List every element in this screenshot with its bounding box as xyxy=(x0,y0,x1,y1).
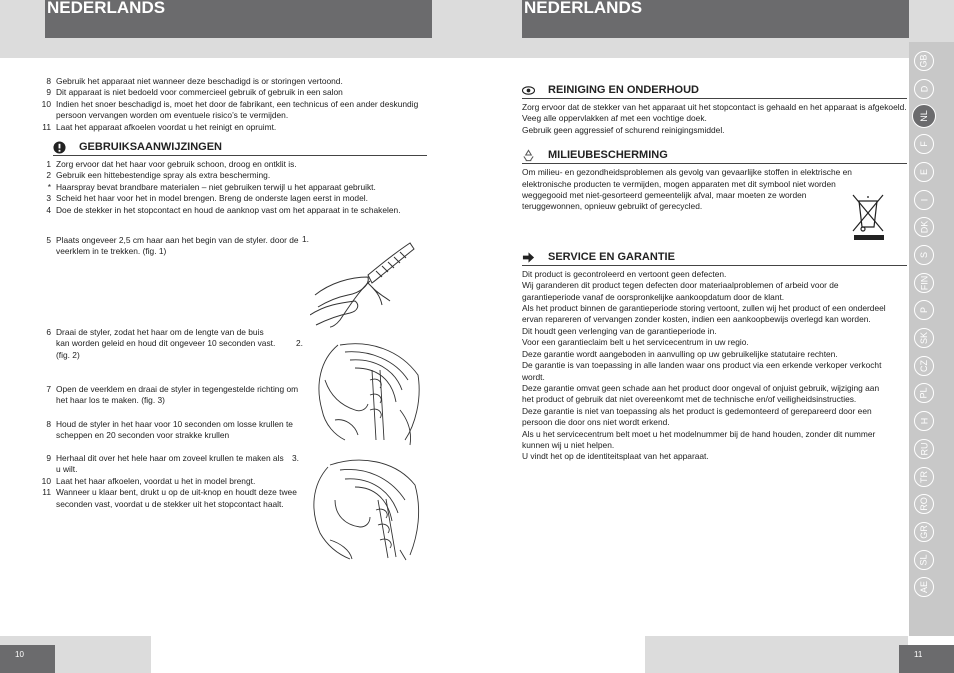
paragraph: Deze garantie omvat geen schade aan het product door ongeval of onjuist gebruik, wijziging aan het product of gebruik dat niet overeenkomt met de technische en/of veiligheidsinstructies. xyxy=(522,382,880,405)
language-tab-d[interactable] xyxy=(914,79,934,99)
service-section-heading xyxy=(522,251,907,266)
language-tab-nl[interactable] xyxy=(912,104,936,128)
step-5 xyxy=(39,235,309,258)
language-code: RO xyxy=(919,497,929,511)
item-number: * xyxy=(47,181,51,192)
paragraph: Als het product binnen de garantieperiode storing vertoont, zullen wij het product of een onderdeel ervan repareren of vervangen zonder kosten, indien een aankoopbewijs overlegd kan worden. xyxy=(522,303,886,325)
step-10-11 xyxy=(39,476,304,510)
usage-heading: GEBRUIKSAANWIJZINGEN xyxy=(79,140,223,153)
language-code: E xyxy=(918,168,929,175)
left-page-title: NEDERLANDS xyxy=(47,0,166,17)
item-number: 1 xyxy=(46,159,51,170)
list-item xyxy=(39,170,429,181)
language-tab-tr[interactable] xyxy=(914,467,934,487)
left-page-content xyxy=(39,76,429,216)
weee-bin-icon xyxy=(849,193,887,243)
list-item xyxy=(39,182,429,193)
item-text: Indien het snoer beschadigd is, moet het door de fabrikant, een technicus of een ander deskundig persoon vervangen worden om eventuele risico’s te vermijden. xyxy=(56,98,419,121)
language-code: PL xyxy=(918,387,929,399)
language-tab-ro[interactable] xyxy=(914,494,934,514)
item-text: Gebruik een hittebestendige spray als extra bescherming. xyxy=(56,170,271,181)
paragraph: U vindt het op de identiteitsplaat van het apparaat. xyxy=(522,451,709,462)
step-number: 9 xyxy=(46,453,51,463)
fig2-label: 2. xyxy=(296,338,303,348)
language-tab-ae[interactable] xyxy=(914,577,934,597)
paragraph: Gebruik geen aggressief of schurend reinigingsmiddel. xyxy=(522,124,725,135)
eye-icon xyxy=(522,84,535,97)
arrow-right-icon xyxy=(522,251,535,264)
cleaning-heading: REINIGING EN ONDERHOUD xyxy=(548,83,699,96)
cleaning-section-heading xyxy=(522,84,907,99)
step-number: 7 xyxy=(46,384,51,394)
list-item xyxy=(39,122,429,133)
left-page-number: 10 xyxy=(0,645,55,673)
list-item xyxy=(39,99,429,122)
paragraph: Als u het servicecentrum belt moet u het modelnummer bij de hand houden, zonder dit nummer kunnen wij u niet helpen. xyxy=(522,428,876,450)
step-6 xyxy=(39,327,279,361)
step-number: 5 xyxy=(46,235,51,245)
language-code: SK xyxy=(918,331,929,345)
fig1-label: 1. xyxy=(302,234,309,244)
language-tab-e[interactable] xyxy=(914,162,934,182)
usage-list xyxy=(39,159,429,216)
item-text: Doe de stekker in het stopcontact en houd de aanknop vast om het apparaat in te schakelen. xyxy=(56,204,401,215)
service-text xyxy=(522,269,892,463)
paragraph: Dit product is gecontroleerd en vertoont geen defecten. xyxy=(522,268,727,279)
language-code: D xyxy=(919,85,929,92)
paragraph: Deze garantie is niet van toepassing als het product is gedemonteerd of gerepareerd door een persoon die door ons niet wordt erkend. xyxy=(522,405,872,428)
language-code: GR xyxy=(919,525,929,539)
item-number: 11 xyxy=(42,121,51,132)
item-number: 10 xyxy=(41,98,51,109)
fig2-styler-illustration xyxy=(300,340,425,450)
language-sidebar xyxy=(909,42,954,636)
recycle-icon xyxy=(522,149,535,162)
step-8 xyxy=(39,419,299,442)
language-tab-dk[interactable] xyxy=(914,217,934,237)
item-number: 8 xyxy=(46,76,51,86)
language-code: P xyxy=(918,307,929,314)
language-tab-sl[interactable] xyxy=(914,550,934,570)
list-item xyxy=(39,87,429,98)
language-code: SL xyxy=(918,554,929,566)
step-7 xyxy=(39,384,299,407)
language-code: NL xyxy=(918,110,929,123)
item-text: Haarspray bevat brandbare materialen – niet gebruiken terwijl u het apparaat gebruikt. xyxy=(56,181,376,192)
usage-section-heading xyxy=(53,141,427,156)
language-tab-ru[interactable] xyxy=(914,439,934,459)
fig1-styler-illustration xyxy=(310,235,430,330)
language-code: F xyxy=(919,141,929,147)
language-code: TR xyxy=(919,470,929,483)
step-number: 11 xyxy=(42,487,51,498)
language-tab-i[interactable] xyxy=(914,190,934,210)
step-text: Open de veerklem en draai de styler in tegengestelde richting om het haar los te maken. (fig. 3) xyxy=(56,384,299,406)
step-9 xyxy=(39,453,289,476)
service-heading: SERVICE EN GARANTIE xyxy=(548,250,675,263)
item-number: 2 xyxy=(46,170,51,181)
environment-section-heading xyxy=(522,149,907,164)
language-code: FIN xyxy=(919,275,929,290)
paragraph: Wij garanderen dit product tegen defecten door materiaalproblemen of arbeid voor de garantieperiode vanaf de oorspronkelijke aankoopdatum door de klant. xyxy=(522,280,839,302)
right-footer-band xyxy=(645,636,908,673)
left-page-header xyxy=(45,0,432,38)
item-number: 4 xyxy=(46,204,51,215)
language-code: RU xyxy=(919,442,929,456)
language-tab-f[interactable] xyxy=(914,134,934,154)
language-tab-fin[interactable] xyxy=(914,273,934,293)
step-text: Houd de styler in het haar voor 10 seconden om losse krullen te scheppen en 20 seconden voor strakke krullen xyxy=(56,419,293,441)
step-text: Plaats ongeveer 2,5 cm haar aan het begin van de styler. door de veerklem in te trekken. (fig. 1) xyxy=(56,235,299,257)
step-number: 10 xyxy=(41,476,51,486)
paragraph: Voor een garantieclaim belt u het servicecentrum in uw regio. xyxy=(522,337,749,348)
paragraph: De garantie is van toepassing in alle landen waar ons product via een erkende verkoper verkocht wordt. xyxy=(522,360,882,382)
environment-text: Om milieu- en gezondheidsproblemen als gevolg van gevaarlijke stoffen in elektrische en elektronische producten te vermijden, mogen apparaten met dit symbool niet worden weggegooid met niet-gesorteerd gemeentelijk afval, maar moeten ze worden teruggewonnen, opnieuw gebruikt of gerecycled. xyxy=(522,167,852,212)
list-item xyxy=(39,159,429,170)
item-text: Zorg ervoor dat het haar voor gebruik schoon, droog en ontklit is. xyxy=(56,159,297,170)
paragraph: Dit houdt geen verlenging van de garantieperiode in. xyxy=(522,325,717,336)
fig3-styler-illustration xyxy=(300,455,425,565)
language-code: GB xyxy=(918,54,929,68)
step-text: Draai de styler, zodat het haar om de lengte van de buis kan worden geleid en houd dit ongeveer 10 seconden vast. (fig. 2) xyxy=(56,327,276,360)
item-text: Scheid het haar voor het in model brengen. Breng de onderste lagen eerst in model. xyxy=(56,193,368,204)
right-page-header xyxy=(522,0,909,38)
item-text: Gebruik het apparaat niet wanneer deze beschadigd is or storingen vertoond. xyxy=(56,76,343,86)
right-page-title: NEDERLANDS xyxy=(524,0,643,17)
list-item xyxy=(39,76,429,87)
step-text: Wanneer u klaar bent, drukt u op de uit-knop en houdt deze twee seconden vast, voordat u de stekker uit het stopcontact haalt. xyxy=(56,487,297,509)
language-tab-s[interactable] xyxy=(914,245,934,265)
language-code: I xyxy=(918,198,929,201)
language-code: S xyxy=(918,251,929,258)
environment-heading: MILIEUBESCHERMING xyxy=(548,149,668,162)
list-item xyxy=(39,193,429,204)
paragraph: Deze garantie wordt aangeboden in aanvulling op uw gebruikelijke statutaire rechten. xyxy=(522,348,838,359)
language-tab-sk[interactable] xyxy=(914,328,934,348)
step-number: 6 xyxy=(46,327,51,337)
paragraph: Veeg alle oppervlakken af met een vochtige doek. xyxy=(522,113,707,124)
warning-icon xyxy=(53,141,66,154)
language-tab-gr[interactable] xyxy=(914,522,934,542)
item-number: 9 xyxy=(46,87,51,98)
step-number: 8 xyxy=(46,419,51,429)
paragraph: Zorg ervoor dat de stekker van het apparaat uit het stopcontact is gehaald en het apparaat is afgekoeld. xyxy=(522,102,907,112)
step-text: Herhaal dit over het hele haar om zoveel krullen te maken als u wilt. xyxy=(56,453,284,475)
step-text: Laat het haar afkoelen, voordat u het in model brengt. xyxy=(56,476,256,486)
language-code: CZ xyxy=(919,359,929,372)
language-code: H xyxy=(919,417,929,425)
right-page-number: 11 xyxy=(899,645,954,673)
language-tab-p[interactable] xyxy=(914,300,934,320)
language-tab-h[interactable] xyxy=(914,411,934,431)
cleaning-text xyxy=(522,102,907,136)
item-text: Dit apparaat is niet bedoeld voor commercieel gebruik of gebruik in een salon xyxy=(56,87,343,98)
language-tab-pl[interactable] xyxy=(914,383,934,403)
item-text: Laat het apparaat afkoelen voordat u het reinigt en opruimt. xyxy=(56,121,277,132)
item-number: 3 xyxy=(46,193,51,204)
intro-list xyxy=(39,76,429,133)
right-page-content xyxy=(522,84,907,463)
language-code: AE xyxy=(918,581,929,594)
list-item xyxy=(39,205,429,216)
language-tab-gb[interactable] xyxy=(914,51,934,71)
fig3-label: 3. xyxy=(292,453,299,463)
language-tab-cz[interactable] xyxy=(914,356,934,376)
language-code: DK xyxy=(918,220,929,234)
